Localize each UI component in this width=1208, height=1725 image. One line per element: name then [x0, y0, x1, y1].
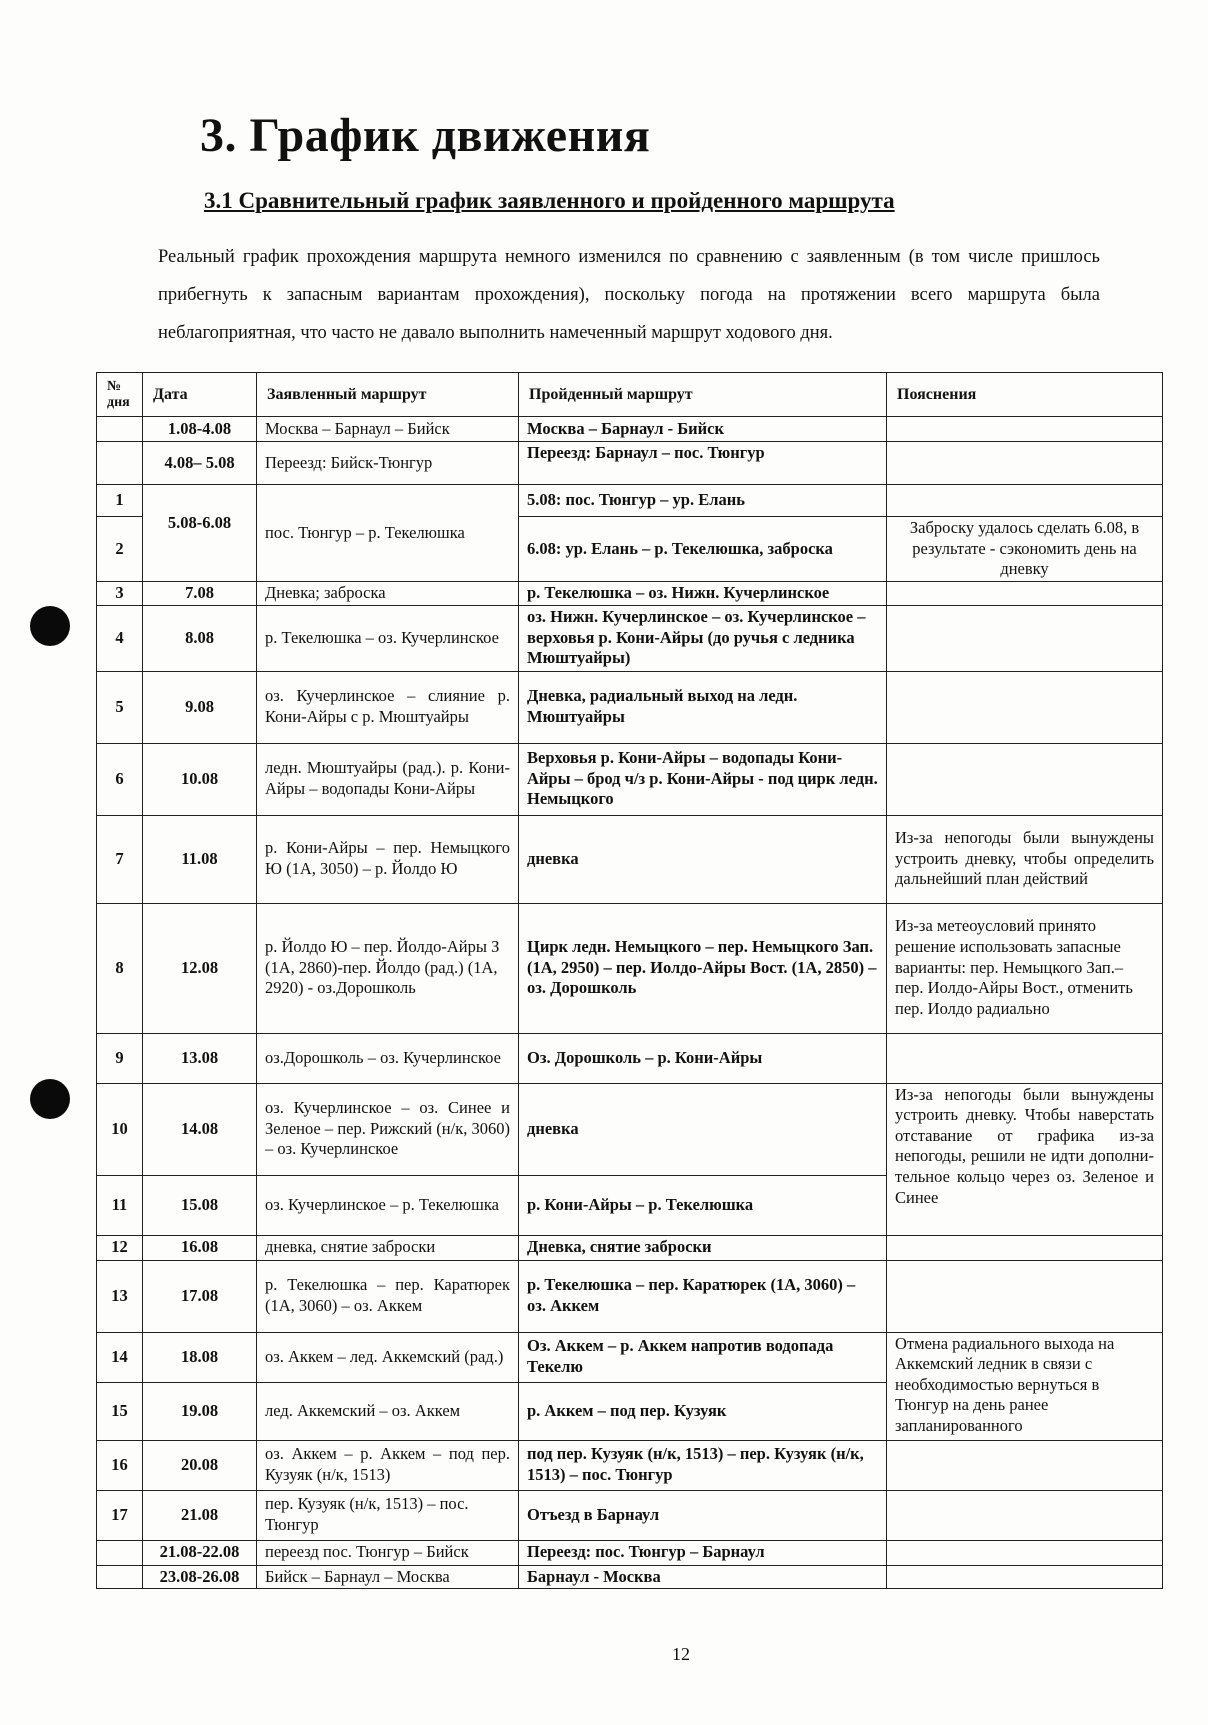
day-number-cell: 7 [97, 815, 143, 903]
day-number-cell: 15 [97, 1382, 143, 1440]
table-row [97, 581, 1163, 605]
planned-route-cell: оз. Кучерлинское – оз. Синее и Зеленое – пер. Рижский (н/к, 3060) – оз. Кучерлинское [257, 1083, 519, 1175]
planned-route-cell: оз. Аккем – лед. Аккемский (рад.) [257, 1332, 519, 1382]
header-planned-route: Заявленный маршрут [257, 373, 519, 417]
planned-route-cell: р. Кони-Айры – пер. Немыцкого Ю (1А, 3050) – р. Йолдо Ю [257, 815, 519, 903]
table-header-row [97, 373, 1163, 417]
day-number-cell [97, 442, 143, 485]
completed-route-cell: 5.08: пос. Тюнгур – ур. Елань [519, 485, 887, 517]
punch-hole [30, 1079, 70, 1119]
page-heading: 3. График движения [200, 109, 651, 162]
intro-paragraph: Реальный график прохождения маршрута немного изменился по сравнению с заявленным (в том числе пришлось прибегнуть к запасным вариантам прохождения), поскольку погода на протяжении всего маршрута была неблагоприятная, что часто не давало выполнить намеченный маршрут ходового дня. [158, 247, 1100, 343]
completed-route-cell: оз. Нижн. Кучерлинское – оз. Кучерлинское – верховья р. Кони-Айры (до ручья с ледника Мюштуайры) [519, 605, 887, 671]
route-schedule-table [96, 372, 1163, 1589]
completed-route-cell: р. Аккем – под пер. Кузуяк [519, 1382, 887, 1440]
date-cell: 23.08-26.08 [143, 1565, 257, 1589]
date-cell: 21.08 [143, 1490, 257, 1540]
notes-cell [887, 1033, 1163, 1083]
table-row [97, 1565, 1163, 1589]
table-row [97, 485, 1163, 517]
completed-route-cell: Дневка, снятие заброски [519, 1235, 887, 1260]
completed-route-cell: Оз. Дорошколь – р. Кони-Айры [519, 1033, 887, 1083]
notes-cell [887, 743, 1163, 815]
date-cell: 10.08 [143, 743, 257, 815]
notes-cell [887, 1565, 1163, 1589]
planned-route-cell: пос. Тюнгур – р. Текелюшка [257, 485, 519, 582]
day-number-cell: 9 [97, 1033, 143, 1083]
planned-route-cell: оз. Кучерлинское – р. Текелюшка [257, 1175, 519, 1235]
planned-route-cell: оз. Аккем – р. Аккем – под пер. Кузуяк (н/к, 1513) [257, 1440, 519, 1490]
completed-route-cell: дневка [519, 815, 887, 903]
date-cell: 4.08– 5.08 [143, 442, 257, 485]
notes-cell: Из-за непогоды были вынуждены устроить дневку. Чтобы наверстать отставание от графика из-за непогоды, решили не идти дополни-тельное кольцо через оз. Зеленое и Синее [887, 1083, 1163, 1235]
header-day-number: № дня [97, 373, 143, 417]
completed-route-cell: Цирк ледн. Немыцкого – пер. Немыцкого Зап. (1А, 2950) – пер. Иолдо-Айры Вост. (1А, 2850) – оз. Дорошколь [519, 903, 887, 1033]
table-row [97, 1235, 1163, 1260]
date-cell: 17.08 [143, 1260, 257, 1332]
table-row [97, 417, 1163, 442]
page-number: 12 [672, 1644, 690, 1664]
completed-route-cell: 6.08: ур. Елань – р. Текелюшка, заброска [519, 517, 887, 582]
completed-route-cell: р. Текелюшка – пер. Каратюрек (1А, 3060) – оз. Аккем [519, 1260, 887, 1332]
completed-route-cell: под пер. Кузуяк (н/к, 1513) – пер. Кузуяк (н/к, 1513) – пос. Тюнгур [519, 1440, 887, 1490]
notes-cell [887, 605, 1163, 671]
planned-route-cell: р. Йолдо Ю – пер. Йолдо-Айры З (1А, 2860)-пер. Йолдо (рад.) (1А, 2920) - оз.Дорошколь [257, 903, 519, 1033]
table-row [97, 1083, 1163, 1175]
table-row [97, 605, 1163, 671]
day-number-cell: 16 [97, 1440, 143, 1490]
section-subheading: 3.1 Сравнительный график заявленного и пройденного маршрута [204, 188, 895, 213]
notes-cell: Из-за непогоды были вынуждены устроить дневку, чтобы определить дальнейший план действий [887, 815, 1163, 903]
day-number-cell: 12 [97, 1235, 143, 1260]
date-cell: 21.08-22.08 [143, 1540, 257, 1565]
day-number-cell: 6 [97, 743, 143, 815]
notes-cell [887, 1440, 1163, 1490]
planned-route-cell: переезд пос. Тюнгур – Бийск [257, 1540, 519, 1565]
notes-cell [887, 1540, 1163, 1565]
planned-route-cell: р. Текелюшка – пер. Каратюрек (1А, 3060) – оз. Аккем [257, 1260, 519, 1332]
completed-route-cell: Барнаул - Москва [519, 1565, 887, 1589]
table-row [97, 1033, 1163, 1083]
planned-route-cell: Переезд: Бийск-Тюнгур [257, 442, 519, 485]
date-cell: 16.08 [143, 1235, 257, 1260]
date-cell: 15.08 [143, 1175, 257, 1235]
day-number-cell: 3 [97, 581, 143, 605]
notes-cell [887, 581, 1163, 605]
planned-route-cell: пер. Кузуяк (н/к, 1513) – пос. Тюнгур [257, 1490, 519, 1540]
notes-cell [887, 1490, 1163, 1540]
planned-route-cell: ледн. Мюштуайры (рад.). р. Кони-Айры – водопады Кони-Айры [257, 743, 519, 815]
notes-cell: Из-за метеоусловий принято решение использовать запасные варианты: пер. Немыцкого Зап.– пер. Иолдо-Айры Вост., отменить пер. Иолдо радиально [887, 903, 1163, 1033]
date-cell: 5.08-6.08 [143, 485, 257, 582]
day-number-cell [97, 1565, 143, 1589]
day-number-cell: 11 [97, 1175, 143, 1235]
day-number-cell: 4 [97, 605, 143, 671]
planned-route-cell: Дневка; заброска [257, 581, 519, 605]
notes-cell [887, 442, 1163, 485]
day-number-cell: 2 [97, 517, 143, 582]
planned-route-cell: лед. Аккемский – оз. Аккем [257, 1382, 519, 1440]
planned-route-cell: оз.Дорошколь – оз. Кучерлинское [257, 1033, 519, 1083]
completed-route-cell: Переезд: Барнаул – пос. Тюнгур [519, 442, 887, 485]
notes-cell: Отмена радиального выхода на Аккемский ледник в связи с необходимостью вернуться в Тюнгур на день ранее запланированного [887, 1332, 1163, 1440]
date-cell: 18.08 [143, 1332, 257, 1382]
day-number-cell: 8 [97, 903, 143, 1033]
planned-route-cell: дневка, снятие заброски [257, 1235, 519, 1260]
completed-route-cell: Оз. Аккем – р. Аккем напротив водопада Текелю [519, 1332, 887, 1382]
completed-route-cell: Дневка, радиальный выход на ледн. Мюштуайры [519, 671, 887, 743]
completed-route-cell: р. Кони-Айры – р. Текелюшка [519, 1175, 887, 1235]
date-cell: 19.08 [143, 1382, 257, 1440]
notes-cell [887, 485, 1163, 517]
planned-route-cell: Бийск – Барнаул – Москва [257, 1565, 519, 1589]
header-completed-route: Пройденный маршрут [519, 373, 887, 417]
planned-route-cell: р. Текелюшка – оз. Кучерлинское [257, 605, 519, 671]
table-row [97, 671, 1163, 743]
punch-hole [30, 606, 70, 646]
completed-route-cell: Верховья р. Кони-Айры – водопады Кони-Айры – брод ч/з р. Кони-Айры - под цирк ледн. Немыцкого [519, 743, 887, 815]
completed-route-cell: Москва – Барнаул - Бийск [519, 417, 887, 442]
table-row [97, 1490, 1163, 1540]
date-cell: 14.08 [143, 1083, 257, 1175]
day-number-cell: 1 [97, 485, 143, 517]
table-row [97, 1540, 1163, 1565]
notes-cell [887, 1260, 1163, 1332]
completed-route-cell: Отъезд в Барнаул [519, 1490, 887, 1540]
completed-route-cell: Переезд: пос. Тюнгур – Барнаул [519, 1540, 887, 1565]
notes-cell [887, 417, 1163, 442]
header-notes: Пояснения [887, 373, 1163, 417]
planned-route-cell: оз. Кучерлинское – слияние р. Кони-Айры с р. Мюштуайры [257, 671, 519, 743]
day-number-cell: 14 [97, 1332, 143, 1382]
day-number-cell: 17 [97, 1490, 143, 1540]
notes-cell [887, 671, 1163, 743]
date-cell: 13.08 [143, 1033, 257, 1083]
table-row [97, 1332, 1163, 1382]
date-cell: 11.08 [143, 815, 257, 903]
header-date: Дата [143, 373, 257, 417]
date-cell: 12.08 [143, 903, 257, 1033]
date-cell: 8.08 [143, 605, 257, 671]
date-cell: 9.08 [143, 671, 257, 743]
table-row [97, 1440, 1163, 1490]
table-row [97, 743, 1163, 815]
table-row [97, 903, 1163, 1033]
date-cell: 1.08-4.08 [143, 417, 257, 442]
day-number-cell [97, 1540, 143, 1565]
notes-cell [887, 1235, 1163, 1260]
completed-route-cell: р. Текелюшка – оз. Нижн. Кучерлинское [519, 581, 887, 605]
notes-cell: Заброску удалось сделать 6.08, в результате - сэкономить день на дневку [887, 517, 1163, 582]
table-row [97, 815, 1163, 903]
date-cell: 20.08 [143, 1440, 257, 1490]
table-row [97, 442, 1163, 485]
day-number-cell: 13 [97, 1260, 143, 1332]
table-row [97, 1260, 1163, 1332]
day-number-cell: 5 [97, 671, 143, 743]
planned-route-cell: Москва – Барнаул – Бийск [257, 417, 519, 442]
date-cell: 7.08 [143, 581, 257, 605]
day-number-cell [97, 417, 143, 442]
completed-route-cell: дневка [519, 1083, 887, 1175]
day-number-cell: 10 [97, 1083, 143, 1175]
